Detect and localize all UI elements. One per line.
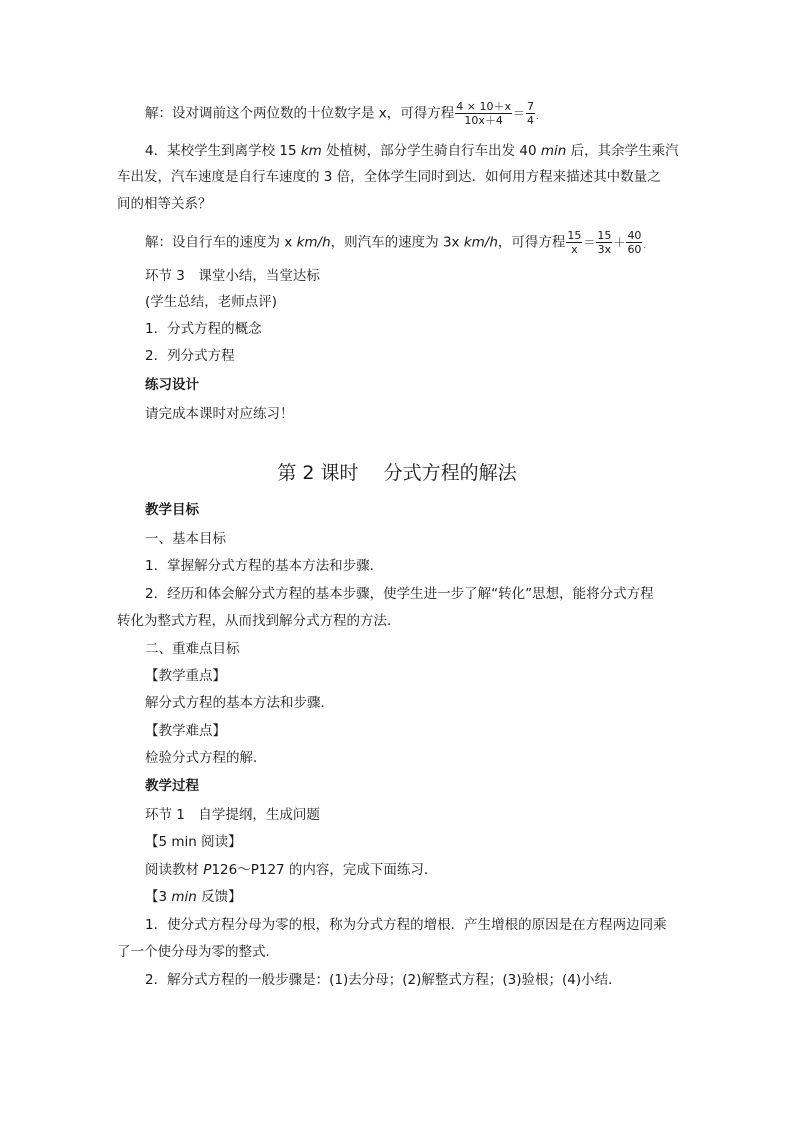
fraction-denominator: x: [571, 243, 578, 256]
feedback-label-min: min: [171, 889, 197, 905]
equals-sign: ＝: [583, 235, 596, 250]
fraction-denominator: 60: [627, 243, 642, 256]
problem-4-text-a: 4．某校学生到离学校 15: [145, 143, 301, 159]
period: .: [536, 112, 539, 121]
feedback-label: [145, 887, 242, 907]
unit-km: km: [300, 143, 322, 159]
problem-4-line-3: 间的相等关系？: [117, 196, 212, 212]
goal-1: 1．掌握解分式方程的基本方法和步骤．: [145, 558, 384, 574]
problem-4-text-b: 处植树，部分学生骑自行车出发 40: [321, 143, 541, 159]
fraction-15-over-x: [566, 229, 582, 256]
solution-2-text-a: 解：设自行车的速度为 x: [145, 234, 297, 251]
problem-4-line-1: [145, 141, 679, 161]
plus-sign: ＋: [613, 235, 626, 250]
fraction-40-over-60: [626, 229, 642, 256]
fraction-1-denominator: 10x＋4: [464, 114, 503, 127]
feedback-label-a: 【3: [145, 889, 172, 905]
unit-min: min: [540, 143, 567, 159]
goals-heading: 教学目标: [145, 502, 199, 518]
fraction-2: [526, 100, 535, 127]
fraction-1-numerator: 4 × 10＋x: [456, 100, 511, 113]
feedback-1-line-2: 了一个使分母为零的整式．: [117, 944, 279, 960]
fraction-15-over-3x: [596, 229, 612, 256]
problem-4-line-2: 车出发，汽车速度是自行车速度的 3 倍，全体学生同时到达．如何用方程来描述其中数量之: [117, 169, 661, 185]
solution-1: [145, 100, 539, 127]
fraction-denominator: 3x: [597, 243, 612, 256]
goal-2-line-2: 转化为整式方程，从而找到解分式方程的方法．: [117, 613, 401, 629]
practice-heading: 练习设计: [145, 377, 199, 393]
solution-2: [145, 229, 646, 256]
unit-kmh-1: km/h: [296, 234, 331, 251]
read-text-a: 阅读教材: [145, 862, 204, 878]
feedback-2: 2．解分式方程的一般步骤是：(1)去分母；(2)解整式方程；(3)验根；(4)小结．: [145, 972, 622, 988]
feedback-1-line-1: 1．使分式方程分母为零的根，称为分式方程的增根．产生增根的原因是在方程两边同乘: [145, 917, 667, 933]
difficulty-label: 【教学难点】: [145, 723, 226, 739]
fraction-numerator: 15: [597, 229, 612, 242]
feedback-label-b: 反馈】: [196, 889, 242, 905]
summary-item-2: 2．列分式方程: [145, 348, 235, 364]
unit-kmh-2: km/h: [463, 234, 498, 251]
fraction-1: [455, 100, 512, 127]
fraction-numerator: 15: [567, 229, 582, 242]
section-3-heading: 环节 3 课堂小结，当堂达标: [145, 268, 320, 284]
section-3-note: (学生总结，老师点评): [145, 294, 278, 310]
solution-1-lead: 解：设对调前这个两位数的十位数字是 x，可得方程: [145, 105, 455, 122]
period: .: [643, 241, 646, 250]
focus-label: 【教学重点】: [145, 668, 226, 684]
read-text-b: 126～P127 的内容，完成下面练习．: [211, 862, 438, 878]
fraction-2-denominator: 4: [527, 114, 535, 127]
problem-4-text-c: 后，其余学生乘汽: [566, 143, 679, 159]
key-goals-heading: 二、重难点目标: [145, 641, 240, 657]
basic-goals-heading: 一、基本目标: [145, 531, 226, 547]
fraction-2-numerator: 7: [527, 100, 535, 113]
lesson-2-title: 第 2 课时 分式方程的解法: [277, 462, 517, 484]
step-1-heading: 环节 1 自学提纲，生成问题: [145, 807, 320, 823]
read-text: [145, 860, 437, 880]
solution-2-text-c: ，可得方程: [497, 234, 566, 251]
read-text-p: P: [203, 862, 212, 878]
summary-item-1: 1．分式方程的概念: [145, 321, 262, 337]
solution-2-text-b: ，则汽车的速度为 3x: [330, 234, 464, 251]
focus-text: 解分式方程的基本方法和步骤．: [145, 695, 334, 711]
read-label: 【5 min 阅读】: [145, 834, 242, 850]
fraction-numerator: 40: [627, 229, 642, 242]
goal-2-line-1: 2．经历和体会解分式方程的基本步骤，使学生进一步了解“转化”思想，能将分式方程: [145, 586, 654, 602]
equals-sign: ＝: [513, 106, 526, 121]
difficulty-text: 检验分式方程的解．: [145, 750, 267, 766]
practice-text: 请完成本课时对应练习！: [145, 406, 294, 422]
process-heading: 教学过程: [145, 778, 199, 794]
